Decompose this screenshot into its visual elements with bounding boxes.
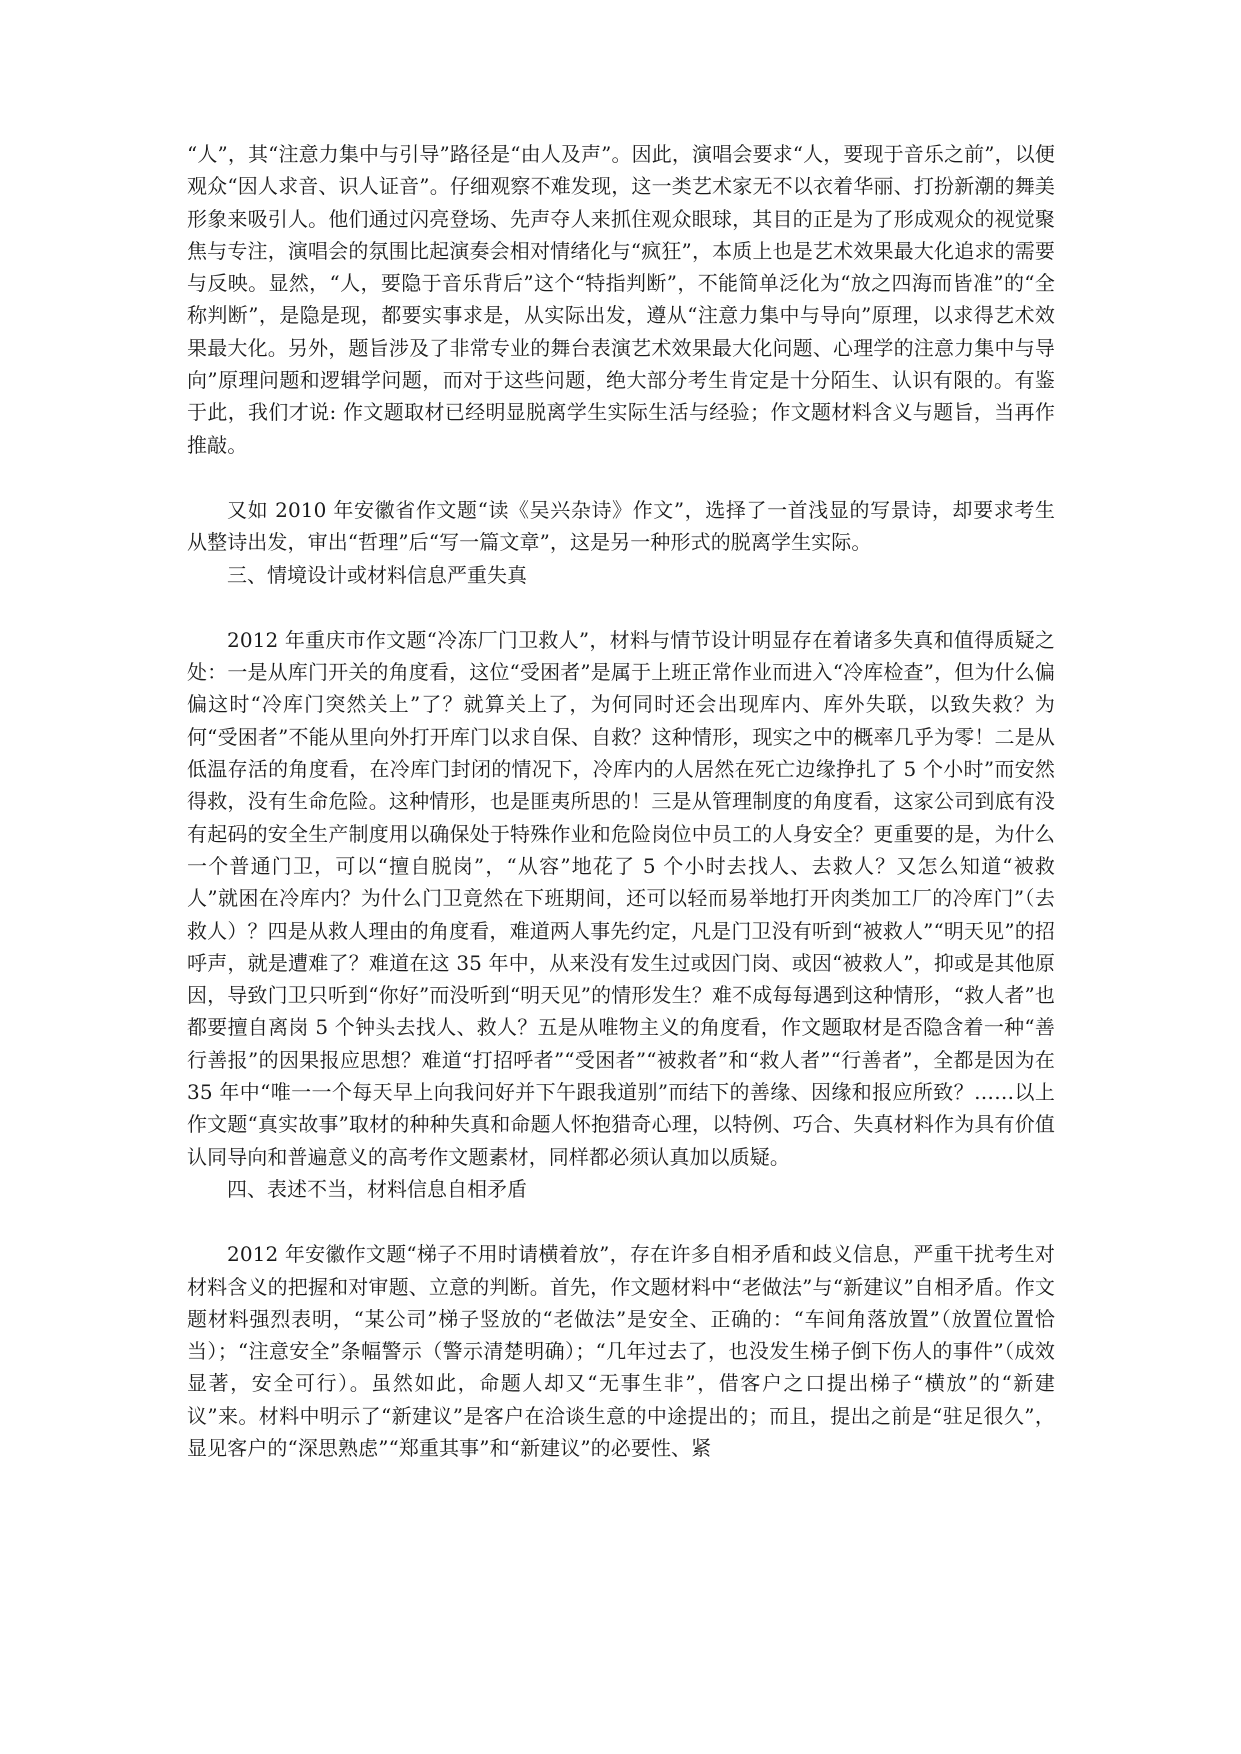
paragraph-body-4: 2012 年安徽作文题“梯子不用时请横着放”，存在许多自相矛盾和歧义信息，严重干扰考生对材料含义的把握和对审题、立意的判断。首先，作文题材料中“老做法”与“新建议”自相矛盾。作文题材料强烈表明，“某公司”梯子竖放的“老做法”是安全、正确的：“车间角落放置”（放置位置恰当）；“注意安全”条幅警示（警示清楚明确）；“几年过去了，也没发生梯子倒下伤人的事件”（成效显著，安全可行）。虽然如此，命题人却又“无事生非”，借客户之口提出梯子“横放”的“新建议”来。材料中明示了“新建议”是客户在洽谈生意的中途提出的；而且，提出之前是“驻足很久”，显见客户的“深思熟虑”“郑重其事”和“新建议”的必要性、紧 <box>187 1242 1055 1460</box>
paragraph-body-1: “人”，其“注意力集中与引导”路径是“由人及声”。因此，演唱会要求“人，要现于音乐之前”，以便观众“因人求音、识人证音”。仔细观察不难发现，这一类艺术家无不以衣着华丽、打扮新潮的舞美形象来吸引人。他们通过闪亮登场、先声夺人来抓住观众眼球，其目的正是为了形成观众的视觉聚焦与专注，演唱会的氛围比起演奏会相对情绪化与“疯狂”，本质上也是艺术效果最大化追求的需要与反映。显然，“人，要隐于音乐背后”这个“特指判断”，不能简单泛化为“放之四海而皆准”的“全称判断”，是隐是现，都要实事求是，从实际出发，遵从“注意力集中与导向”原理，以求得艺术效果最大化。另外，题旨涉及了非常专业的舞台表演艺术效果最大化问题、心理学的注意力集中与导向”原理问题和逻辑学问题，而对于这些问题，绝大部分考生肯定是十分陌生、认识有限的。有鉴于此，我们才说: 作文题取材已经明显脱离学生实际生活与经验；作文题材料含义与题旨，当再作推敲。 <box>187 142 1055 457</box>
document-page <box>187 138 1055 1464</box>
paragraph-body-3: 2012 年重庆市作文题“冷冻厂门卫救人”，材料与情节设计明显存在着诸多失真和值得质疑之处：一是从库门开关的角度看，这位“受困者”是属于上班正常作业而进入“冷库检查”，但为什么偏偏这时“冷库门突然关上”了？就算关上了，为何同时还会出现库内、库外失联，以致失救？为何“受困者”不能从里向外打开库门以求自保、自救？这种情形，现实之中的概率几乎为零！二是从低温存活的角度看，在冷库门封闭的情况下，冷库内的人居然在死亡边缘挣扎了 5 个小时”而安然得救，没有生命危险。这种情形，也是匪夷所思的！三是从管理制度的角度看，这家公司到底有没有起码的安全生产制度用以确保处于特殊作业和危险岗位中员工的人身安全？更重要的是，为什么一个普通门卫，可以“擅自脱岗”，“从容”地花了 5 个小时去找人、去救人？又怎么知道“被救人”就困在冷库内？为什么门卫竟然在下班期间，还可以轻而易举地打开肉类加工厂的冷库门”（去救人）？四是从救人理由的角度看，难道两人事先约定，凡是门卫没有听到“被救人”“明天见”的招呼声，就是遭难了？难道在这 35 年中，从来没有发生过或因门岗、或因“被救人”，抑或是其他原因，导致门卫只听到“你好”而没听到“明天见”的情形发生？难不成每每遇到这种情形，“救人者”也都要擅自离岗 5 个钟头去找人、救人？五是从唯物主义的角度看，作文题取材是否隐含着一种“善行善报”的因果报应思想？难道“打招呼者”“受困者”“被救者”和“救人者”“行善者”，全都是因为在 35 年中“唯一一个每天早上向我问好并下午跟我道别”而结下的善缘、因缘和报应所致？……以上作文题“真实故事”取材的种种失真和命题人怀抱猎奇心理，以特例、巧合、失真材料作为具有价值认同导向和普遍意义的高考作文题素材，同样都必须认真加以质疑。 <box>187 627 1055 1169</box>
paragraph-body-2: 又如 2010 年安徽省作文题“读《吴兴杂诗》作文”，选择了一首浅显的写景诗，却要求考生从整诗出发，审出“哲理”后“写一篇文章”，这是另一种形式的脱离学生实际。 <box>187 497 1055 555</box>
section-heading-3: 三、情境设计或材料信息严重失真 <box>227 562 527 587</box>
section-heading-4: 四、表述不当，材料信息自相矛盾 <box>227 1176 527 1201</box>
